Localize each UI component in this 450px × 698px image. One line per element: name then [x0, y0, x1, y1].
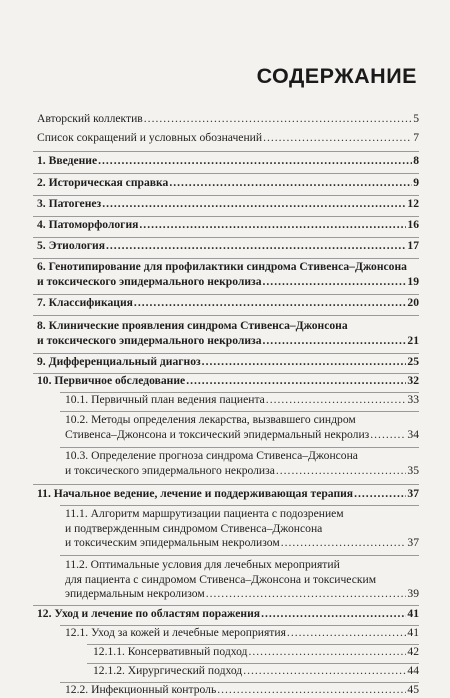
- toc-entry-text: 2. Историческая справка: [37, 176, 169, 189]
- toc-entry: [65, 393, 419, 408]
- toc-page-number: 39: [407, 587, 419, 601]
- toc-entry-text-line1: 11.2. Оптимальные условия для лечебных мероприятий для пациента с синдромом Стивенса–Джонсона и токсическим: [65, 558, 377, 586]
- toc-page-number: 17: [407, 239, 419, 252]
- toc-page-number: 33: [407, 393, 419, 406]
- toc-entry-text: Стивенса–Джонсона и токсический эпидермальный некролиз: [65, 427, 370, 441]
- toc-entry-text: 12. Уход и лечение по областям поражения: [37, 607, 261, 620]
- toc-page-number: 45: [407, 683, 419, 696]
- toc-entry: [37, 197, 419, 212]
- toc-entry: [65, 558, 419, 602]
- toc-entry-text: 10. Первичное обследование: [37, 374, 186, 387]
- toc-entry-text: Авторский коллектив: [37, 112, 143, 125]
- toc-page-number: 42: [407, 645, 419, 658]
- toc-entry-text: 12.1.2. Хирургический подход: [93, 664, 243, 677]
- toc-entry: [37, 319, 419, 348]
- toc-page-number: 16: [407, 218, 419, 231]
- toc-entry-text: эпидермальным некролизом: [65, 587, 205, 601]
- toc-entry-text: Список сокращений и условных обозначений: [37, 131, 263, 144]
- toc-entry-text-line1: 6. Генотипирование для профилактики синдрома Стивенса–Джонсона: [37, 260, 407, 273]
- toc-entry: [65, 626, 419, 641]
- toc-page-number: 41: [407, 607, 419, 620]
- toc-entry-text: 1. Введение: [37, 154, 98, 167]
- toc-page-number: 9: [413, 176, 419, 189]
- toc-page-number: 37: [407, 487, 419, 500]
- toc-entry-text: 10.1. Первичный план ведения пациента: [65, 393, 265, 406]
- page-title: СОДЕРЖАНИЕ: [256, 64, 417, 88]
- toc-entry-text: 7. Классификация: [37, 296, 133, 309]
- toc-entry: [37, 239, 419, 254]
- toc-entry: [37, 176, 419, 191]
- toc-entry: [93, 664, 419, 679]
- toc-entry: [37, 154, 419, 169]
- toc-entry: [37, 131, 419, 146]
- toc-entry-text-line1: 8. Клинические проявления синдрома Стивенса–Джонсона: [37, 319, 348, 332]
- toc-entry-text-line1: 11.1. Алгоритм маршрутизации пациента с подозрением и подтвержденным синдромом Стивенса–Джонсона: [65, 507, 344, 535]
- toc-entry-text: 9. Дифференциальный диагноз: [37, 355, 201, 368]
- toc-page-number: 5: [413, 112, 419, 125]
- toc-entry: [37, 607, 419, 622]
- toc-entry: [37, 374, 419, 389]
- toc-page-number: 44: [407, 664, 419, 677]
- toc-page-number: 19: [407, 274, 419, 288]
- toc-entry-text: 4. Патоморфология: [37, 218, 139, 231]
- toc-entry: [37, 218, 419, 233]
- toc-entry: [93, 645, 419, 660]
- toc-entry: [65, 507, 419, 551]
- toc-entry-text-line1: 10.3. Определение прогноза синдрома Стивенса–Джонсона: [65, 449, 358, 462]
- toc-entry-text-line1: 10.2. Методы определения лекарства, вызвавшего синдром: [65, 413, 356, 426]
- toc-page-number: 35: [407, 463, 419, 477]
- toc-page-number: 41: [407, 626, 419, 639]
- toc-entry-text: 12.2. Инфекционный контроль: [65, 683, 217, 696]
- toc-entry: [37, 296, 419, 311]
- toc-entry: [65, 683, 419, 698]
- toc-entry-text: 12.1. Уход за кожей и лечебные мероприятия: [65, 626, 286, 639]
- toc-page-number: 12: [407, 197, 419, 210]
- toc-entry-text: 5. Этиология: [37, 239, 105, 252]
- toc-page-number: 8: [413, 154, 419, 167]
- toc-entry: [65, 449, 419, 478]
- toc-page-number: 7: [413, 131, 419, 144]
- toc-page-number: 21: [407, 333, 419, 347]
- toc-page-number: 34: [407, 427, 419, 441]
- toc-page-number: 20: [407, 296, 419, 309]
- toc-entry: [37, 355, 419, 370]
- toc-entry-text: 11. Начальное ведение, лечение и поддерживающая терапия: [37, 487, 354, 500]
- toc-page-number: 32: [407, 374, 419, 387]
- toc-entry-text: и токсического эпидермального некролиза: [37, 274, 262, 288]
- toc-entry: [65, 413, 419, 442]
- toc-entry: [37, 487, 419, 502]
- toc-entry-text: и токсического эпидермального некролиза: [65, 463, 275, 477]
- toc-page-number: 37: [407, 536, 419, 550]
- toc-entry-text: и токсического эпидермального некролиза: [37, 333, 262, 347]
- toc-entry-text: 3. Патогенез: [37, 197, 102, 210]
- toc-page-number: 25: [407, 355, 419, 368]
- toc-entry: [37, 260, 419, 289]
- toc-entry: [37, 112, 419, 127]
- toc-entry-text: 12.1.1. Консервативный подход: [93, 645, 248, 658]
- toc-entry-text: и токсическим эпидермальным некролизом: [65, 536, 280, 550]
